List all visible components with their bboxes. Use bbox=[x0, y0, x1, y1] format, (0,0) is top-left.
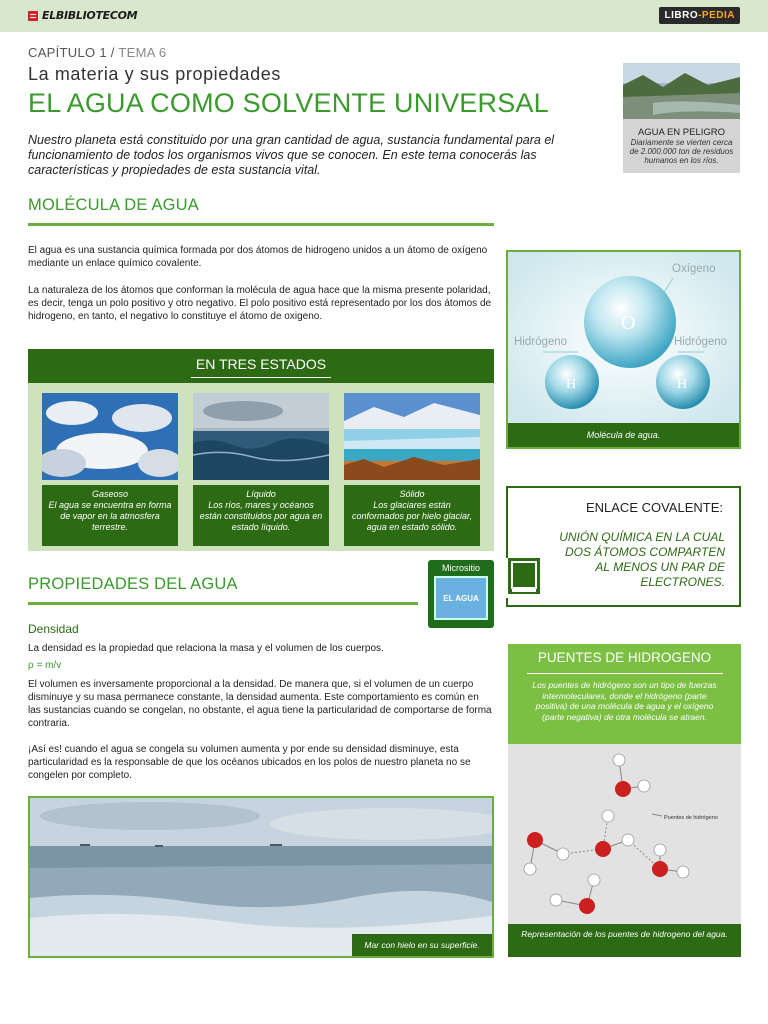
state-name-liquido: Líquido bbox=[246, 489, 276, 499]
molecule-figure bbox=[506, 250, 741, 449]
densidad-p2: El volumen es inversamente proporcional a la densidad. De manera que, si el volumen de un cuerpo disminuye y su masa permanece constante, la densidad aumenta. Este comportamiento es común en las sustancias cuando se congelan, no obstante, el agua tiene la particularidad de comportarse de forma contraria. bbox=[28, 679, 492, 729]
clouds-photo bbox=[42, 393, 178, 480]
hydrogen-bonds-diagram bbox=[508, 744, 741, 924]
densidad-subheading: Densidad bbox=[28, 622, 79, 636]
puentes-caption: Representación de los puentes de hidrogeno del agua. bbox=[508, 924, 741, 957]
hydrogen-symbol-left: H bbox=[566, 377, 577, 392]
molecula-divider bbox=[28, 223, 494, 226]
puentes-heading: PUENTES DE HIDROGENO bbox=[537, 650, 712, 665]
page-title: EL AGUA COMO SOLVENTE UNIVERSAL bbox=[28, 88, 549, 118]
state-text-solido: Los glaciares están conformados por hielo glaciar, agua en estado sólido. bbox=[351, 500, 473, 532]
puentes-diagram-label: Puentes de hidrógeno bbox=[664, 815, 718, 821]
page-subtitle: La materia y sus propiedades bbox=[28, 64, 281, 84]
puentes-hidrogeno-box bbox=[508, 644, 741, 957]
enlace-definition: UNIÓN QUÍMICA EN LA CUAL DOS ÁTOMOS COMPARTEN AL MENOS UN PAR DE ELECTRONES. bbox=[559, 530, 725, 589]
river-photo bbox=[623, 63, 740, 119]
micrositio-screen-text: EL AGUA bbox=[443, 593, 479, 603]
enlace-label: ENLACE COVALENTE: bbox=[585, 500, 723, 515]
state-caption-solido bbox=[344, 485, 480, 546]
libropedia-logo-b: -PEDIA bbox=[698, 10, 735, 21]
puentes-underline bbox=[527, 673, 723, 674]
estados-underline bbox=[191, 377, 331, 378]
state-name-gaseoso: Gaseoso bbox=[91, 489, 129, 499]
water-molecule-illustration bbox=[508, 252, 739, 423]
hidrogeno-label-right: Hidrógeno bbox=[674, 336, 728, 348]
state-card-solido bbox=[344, 393, 480, 546]
micrositio-label: Micrositio bbox=[441, 563, 480, 573]
propiedades-heading: PROPIEDADES DEL AGUA bbox=[28, 575, 238, 593]
state-card-gaseoso bbox=[42, 393, 178, 546]
tema-label: TEMA 6 bbox=[118, 45, 167, 60]
molecula-heading: MOLÉCULA DE AGUA bbox=[28, 196, 200, 214]
chapter-label: CAPÍTULO 1 / bbox=[28, 45, 115, 60]
state-text-liquido: Los ríos, mares y océanos están constituidos por agua en estado líquido. bbox=[199, 500, 323, 532]
hidrogeno-label-left: Hidrógeno bbox=[514, 336, 568, 348]
micrositio-button[interactable] bbox=[428, 560, 494, 628]
intro-text: Nuestro planeta está constituido por una gran cantidad de agua, sustancia fundamental para el funcionamiento de todos los organismos vivos que se conocen. En este tema conocerás las características y propiedades de esta sustancia vital. bbox=[28, 133, 555, 177]
enlace-covalente-box bbox=[506, 486, 741, 607]
brand-left-text: ELBIBLIOTECOM bbox=[42, 9, 138, 22]
estados-header bbox=[28, 349, 494, 383]
propiedades-divider bbox=[28, 602, 418, 605]
ocean-photo bbox=[193, 393, 329, 480]
molecula-p1: El agua es una sustancia química formada por dos átomos de hidrogeno unidos a un átomo de oxígeno mediante un enlace químico covalente. bbox=[28, 245, 488, 269]
densidad-p1: La densidad es la propiedad que relaciona la masa y el volumen de los cuerpos. bbox=[28, 643, 384, 654]
book-icon bbox=[28, 11, 38, 21]
molecula-p2: La naturaleza de los átomos que conforman la molécula de agua hace que la misma presente polaridad, es decir, tenga un polo positivo y otro negativo. El polo positivo está representado por los dos átomos de hidrogeno, en tanto, el negativo lo constituye el átomo de oxigeno. bbox=[28, 285, 492, 322]
densidad-p3: ¡Así es! cuando el agua se congela su volumen aumenta y por ende su densidad disminuye, esta particularidad es la responsable de que los océanos ubicados en los polos de nuestro planeta no se congelen por completo. bbox=[28, 744, 471, 781]
peligro-text: Diariamente se vierten cerca de 2.000.000 ton de residuos humanos en los ríos. bbox=[629, 138, 734, 165]
density-formula: ρ = m/v bbox=[28, 660, 62, 671]
hydrogen-symbol-right: H bbox=[677, 377, 688, 392]
elbibliotecom-logo[interactable] bbox=[28, 9, 137, 22]
micrositio-screen bbox=[434, 576, 488, 620]
agua-en-peligro-box bbox=[623, 63, 740, 173]
puentes-header bbox=[508, 644, 741, 744]
estados-box bbox=[28, 349, 494, 551]
peligro-title: AGUA EN PELIGRO bbox=[637, 127, 726, 138]
libropedia-logo[interactable] bbox=[659, 7, 740, 24]
state-caption-gaseoso bbox=[42, 485, 178, 546]
chapter-breadcrumb bbox=[28, 45, 166, 60]
libropedia-logo-a: LIBRO bbox=[664, 10, 699, 21]
state-name-solido: Sólido bbox=[399, 489, 425, 499]
top-bar bbox=[0, 0, 768, 32]
oxigeno-label: Oxígeno bbox=[672, 263, 716, 275]
puentes-text: Los puentes de hidrógeno son un tipo de fuerzas intermoleculares, donde el hidrógeno (parte positiva) de una molécula de agua y el oxígeno (parte negativa) de otra molécula se atraen. bbox=[532, 680, 717, 722]
sea-ice-figure bbox=[28, 796, 494, 958]
state-card-liquido bbox=[193, 393, 329, 546]
molecule-caption: Molécula de agua. bbox=[508, 423, 739, 447]
oxygen-symbol: O bbox=[621, 312, 636, 334]
state-caption-liquido bbox=[193, 485, 329, 546]
state-text-gaseoso: El agua se encuentra en forma de vapor en la atmosfera terrestre. bbox=[48, 500, 172, 532]
glossary-book-icon bbox=[506, 558, 556, 598]
sea-ice-caption: Mar con hielo en su superficie. bbox=[352, 934, 492, 956]
estados-heading: EN TRES ESTADOS bbox=[195, 356, 327, 372]
sea-ice-photo bbox=[30, 798, 492, 956]
glacier-photo bbox=[344, 393, 480, 480]
